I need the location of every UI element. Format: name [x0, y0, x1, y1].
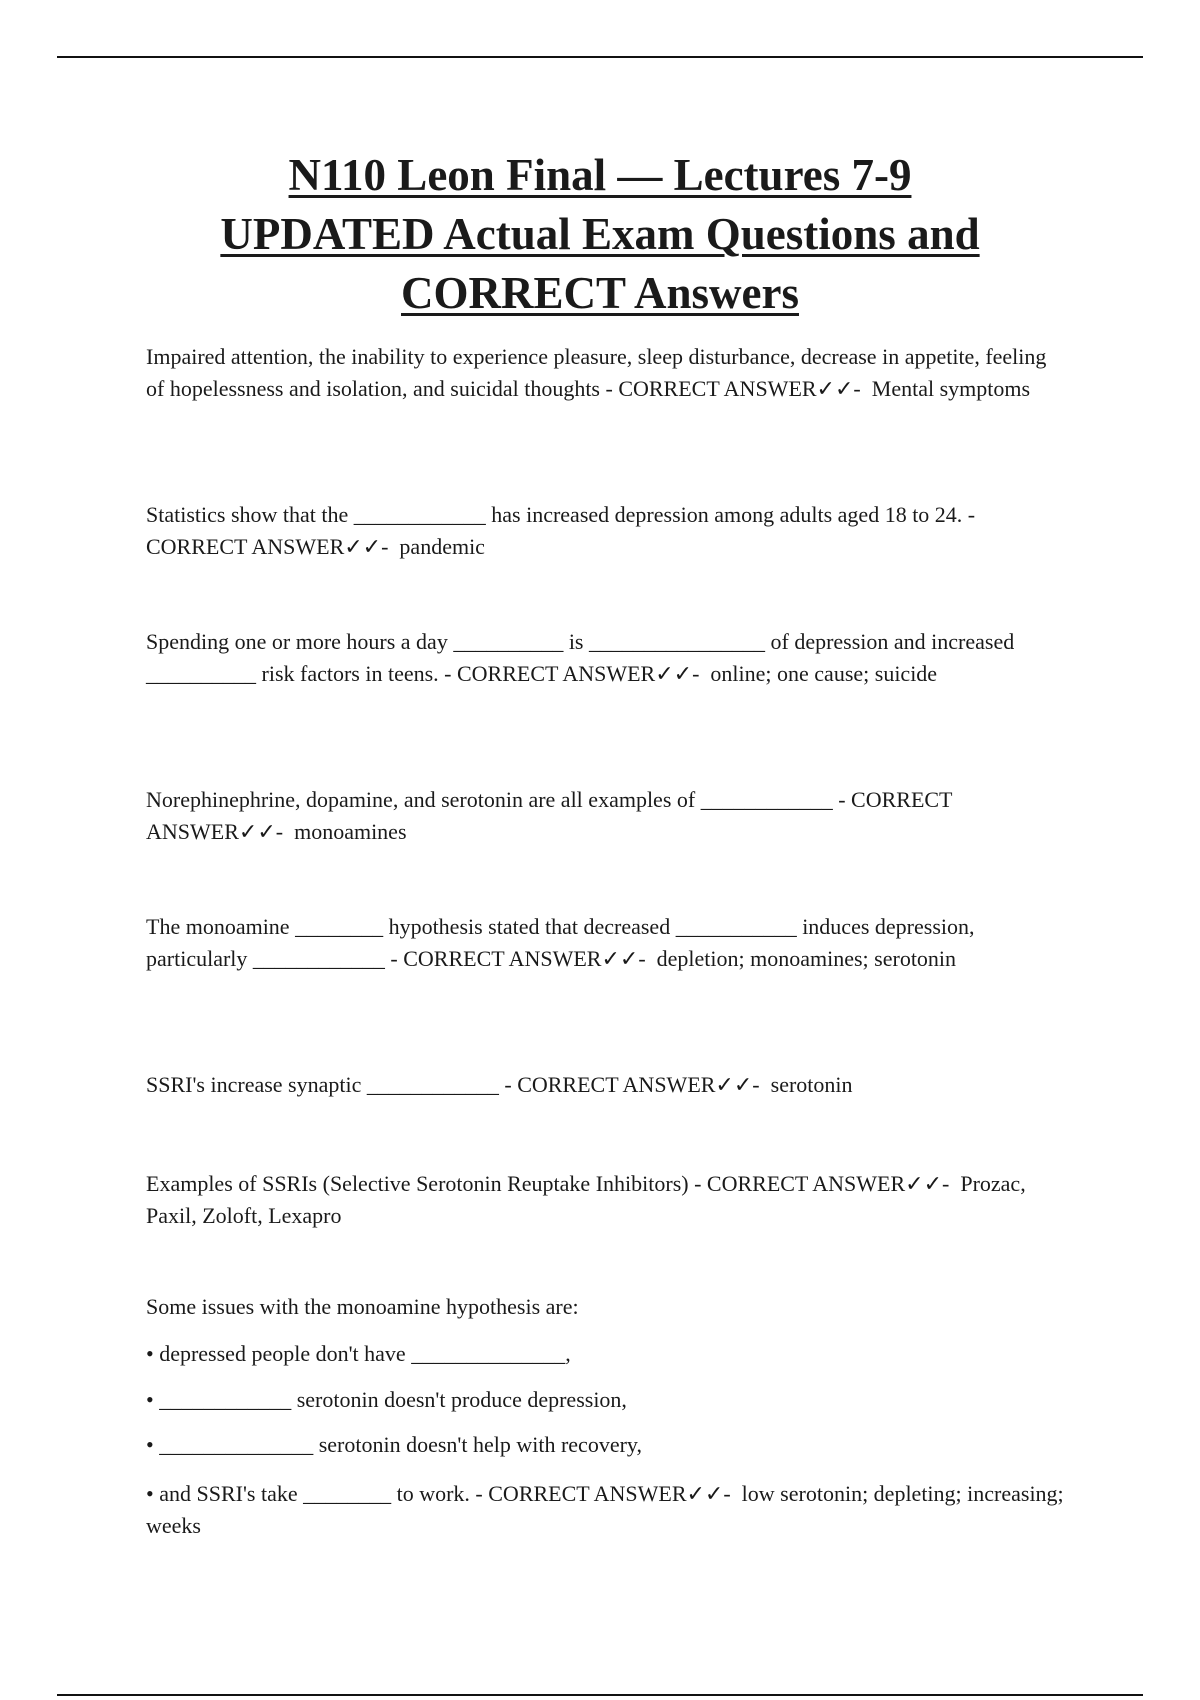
title-line-3: CORRECT Answers: [401, 268, 799, 318]
title-line-1: N110 Leon Final — Lectures 7-9: [288, 150, 912, 200]
qa-item-online-time: Spending one or more hours a day __________ is ________________ of depression and increased __________ risk factors in teens. - CORRECT ANSWER✓✓- online; one cause; suicide: [146, 629, 1020, 686]
document-title: [0, 146, 1200, 323]
qa-item-hypothesis-issues-intro: Some issues with the monoamine hypothesis are:: [146, 1294, 579, 1319]
top-rule: [57, 56, 1143, 58]
qa-item-mental-symptoms: Impaired attention, the inability to experience pleasure, sleep disturbance, decrease in appetite, feeling of hopelessness and isolation, and suicidal thoughts - CORRECT ANSWER✓✓- Mental symptoms: [146, 344, 1052, 401]
qa-item-monoamine-hypothesis: The monoamine ________ hypothesis stated that decreased ___________ induces depression, particularly ____________ - CORRECT ANSWER✓✓- depletion; monoamines; serotonin: [146, 914, 980, 971]
list-item: • depressed people don't have ______________,: [146, 1341, 571, 1366]
bottom-rule: [57, 1694, 1143, 1696]
list-item: • ______________ serotonin doesn't help with recovery,: [146, 1432, 642, 1457]
qa-item-pandemic: Statistics show that the ____________ has increased depression among adults aged 18 to 24. - CORRECT ANSWER✓✓- pandemic: [146, 502, 981, 559]
list-item: • and SSRI's take ________ to work. - CORRECT ANSWER✓✓- low serotonin; depleting; increasing; weeks: [146, 1481, 1070, 1538]
qa-item-ssri-synaptic: SSRI's increase synaptic ____________ - CORRECT ANSWER✓✓- serotonin: [146, 1072, 853, 1097]
title-line-2: UPDATED Actual Exam Questions and: [220, 209, 980, 259]
qa-item-monoamines: Norephinephrine, dopamine, and serotonin are all examples of ____________ - CORRECT ANSWER✓✓- monoamines: [146, 787, 957, 844]
list-item: • ____________ serotonin doesn't produce depression,: [146, 1387, 627, 1412]
qa-item-ssri-examples: Examples of SSRIs (Selective Serotonin Reuptake Inhibitors) - CORRECT ANSWER✓✓- Prozac, Paxil, Zoloft, Lexapro: [146, 1171, 1032, 1228]
